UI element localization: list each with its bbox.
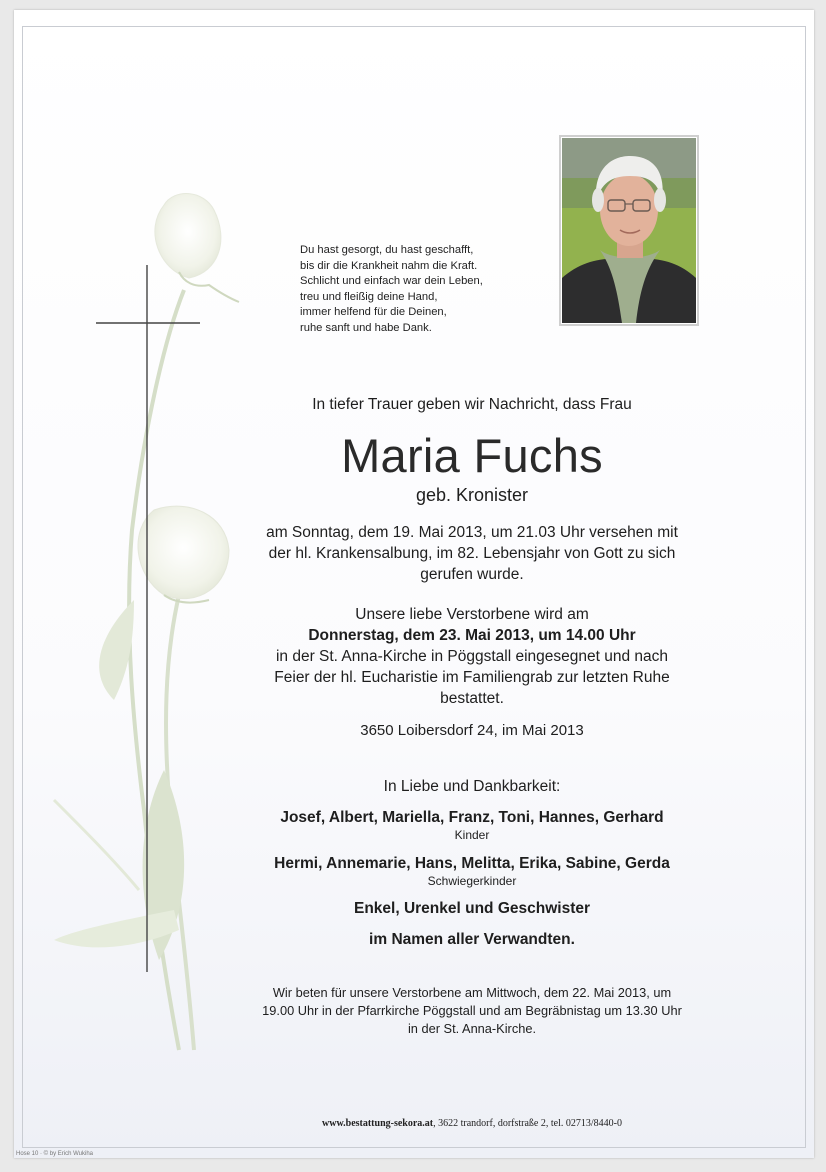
death-notice-line: der hl. Krankensalbung, im 82. Lebensjahr von Gott zu sich	[268, 545, 676, 562]
verse-line: Du hast gesorgt, du hast geschafft,	[300, 244, 474, 256]
mourner-role: Kinder	[454, 828, 490, 842]
verse-line: ruhe sanft und habe Dank.	[300, 321, 432, 334]
grandchildren-line: Enkel, Urenkel und Geschwister	[353, 900, 591, 917]
mourner-names: Hermi, Annemarie, Hans, Melitta, Erika, Sabine, Gerda	[274, 855, 670, 872]
mourner-role: Schwiegerkinder	[427, 874, 517, 888]
funeral-line: Unsere liebe Verstorbene wird am	[355, 606, 589, 623]
intro-line: In tiefer Trauer geben wir Nachricht, dass Frau	[312, 396, 632, 413]
obituary-sheet	[14, 10, 814, 1158]
deceased-name: Maria Fuchs	[341, 429, 603, 482]
prayer-line: in der St. Anna-Kirche.	[407, 1021, 537, 1036]
funeral-line: in der St. Anna-Kirche in Pöggstall eingesegnet und nach	[275, 648, 669, 665]
verse-line: Schlicht und einfach war dein Leben,	[300, 275, 483, 288]
funeral-date: Donnerstag, dem 23. Mai 2013, um 14.00 Uhr	[308, 627, 636, 644]
mourner-names: Josef, Albert, Mariella, Franz, Toni, Hannes, Gerhard	[280, 809, 664, 826]
verse-line: bis dir die Krankheit nahm die Kraft.	[300, 259, 478, 272]
verse-line: treu und fleißig deine Hand,	[300, 290, 438, 303]
undertaker-footer	[230, 1118, 714, 1129]
prayer-line: 19.00 Uhr in der Pfarrkirche Pöggstall und am Begräbnistag um 13.30 Uhr	[262, 1003, 682, 1018]
mourners-inlaws	[230, 855, 714, 888]
funeral-line: bestattet.	[440, 690, 504, 707]
gratitude-line: In Liebe und Dankbarkeit:	[383, 778, 561, 795]
maiden-name: geb. Kronister	[415, 485, 529, 505]
death-notice-line: am Sonntag, dem 19. Mai 2013, um 21.03 Uhr versehen mit	[266, 524, 678, 541]
prayer-notice	[230, 984, 714, 1038]
funeral-line: Feier der hl. Eucharistie im Familiengrab zur letzten Ruhe	[274, 669, 670, 686]
prayer-line: Wir beten für unsere Verstorbene am Mittwoch, dem 22. Mai 2013, um	[272, 985, 672, 1000]
undertaker-website[interactable]: www.bestattung-sekora.at	[322, 1118, 434, 1129]
verse-line: immer helfend für die Deinen,	[300, 306, 447, 319]
memorial-verse	[300, 243, 483, 337]
death-notice-line: gerufen wurde.	[420, 566, 524, 583]
mourners-children	[230, 809, 714, 842]
place-date: 3650 Loibersdorf 24, im Mai 2013	[360, 722, 584, 739]
undertaker-address: , 3622 trandorf, dorfstraße 2, tel. 02713/8440-0	[433, 1118, 622, 1129]
on-behalf-line: im Namen aller Verwandten.	[369, 931, 575, 948]
corner-note: Hose 10 · © by Erich Wukiha	[16, 1151, 94, 1157]
death-notice	[230, 522, 714, 585]
funeral-details	[230, 604, 714, 709]
portrait-photo	[559, 135, 699, 326]
